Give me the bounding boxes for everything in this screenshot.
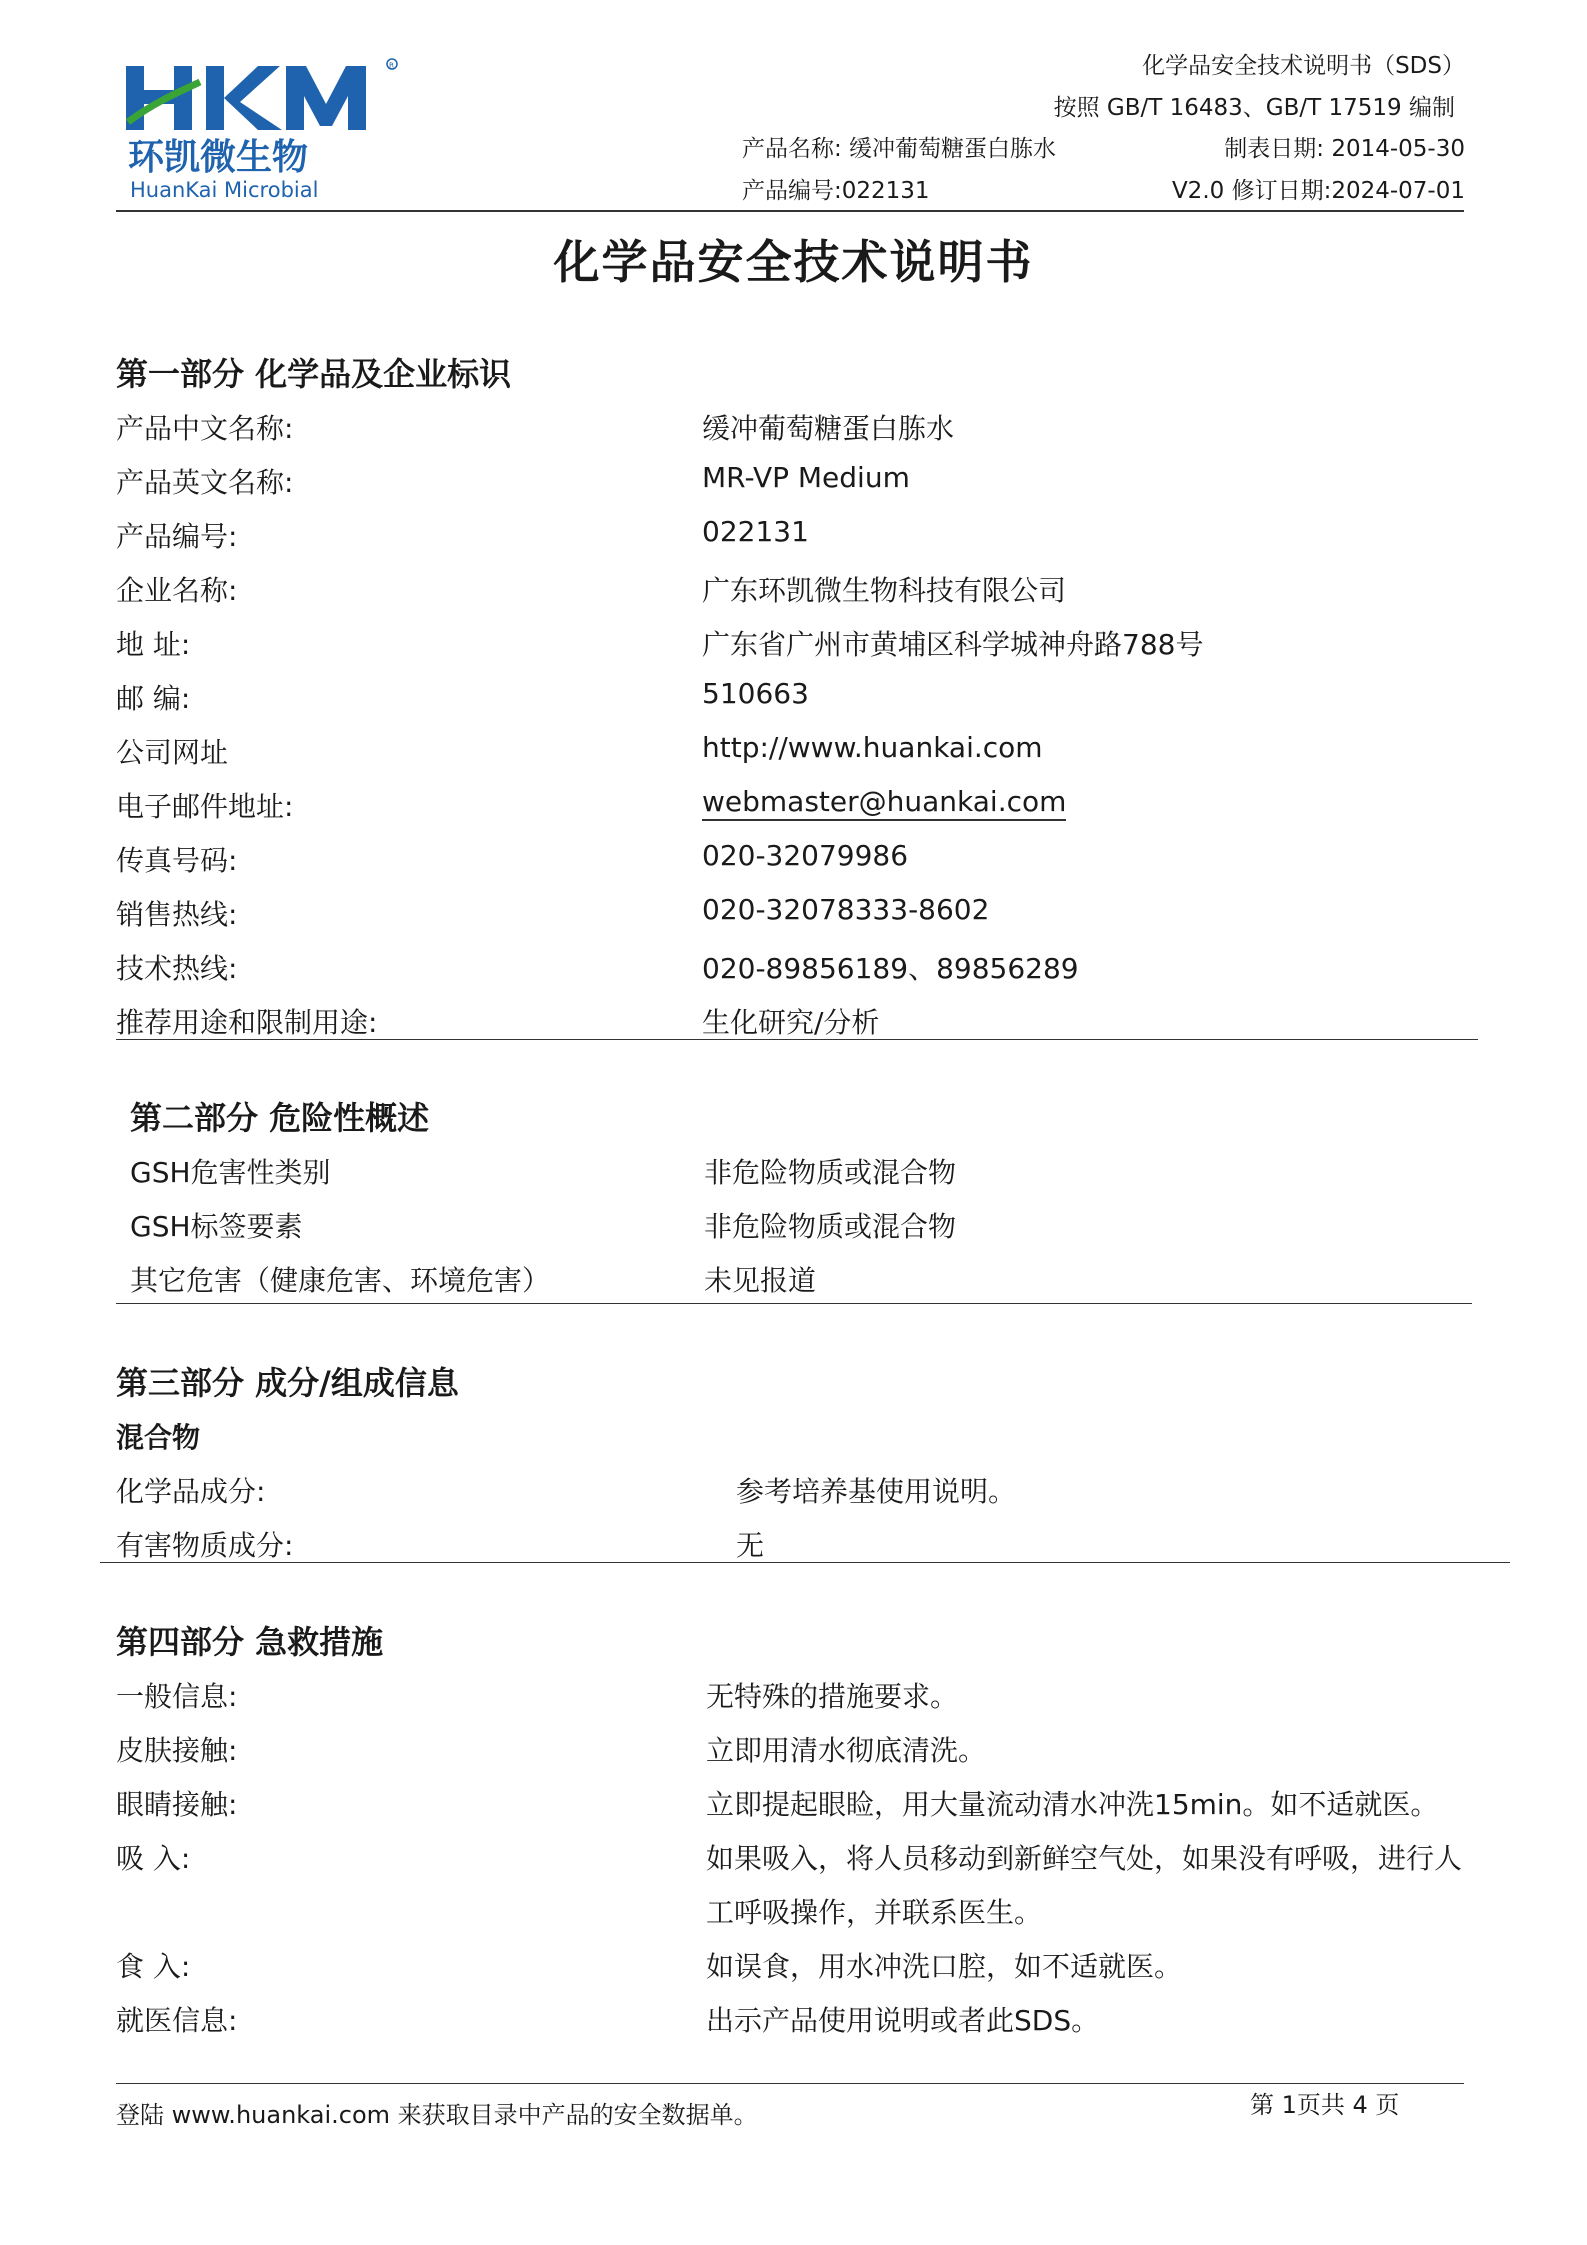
row-value: 广东环凯微生物科技有限公司 [702,574,1067,607]
row-label: GSH危害性类别 [130,1156,331,1189]
row-value: 510663 [702,677,809,710]
section3-heading: 第三部分 成分/组成信息 [116,1364,459,1402]
row-value: 020-89856189、89856289 [702,952,1079,985]
logo-cn-text: 环凯微生物 [128,137,309,178]
row-label: 产品编号: [116,520,238,553]
row-value: 非危险物质或混合物 [704,1156,957,1189]
row-value: 出示产品使用说明或者此SDS。 [706,2004,1100,2037]
row-value: 广东省广州市黄埔区科学城神舟路788号 [702,628,1204,661]
row-label: 技术热线: [116,952,238,985]
row-value: 立即提起眼睑，用大量流动清水冲洗15min。如不适就医。 [706,1788,1439,1821]
header-product-name: 产品名称: 缓冲葡萄糖蛋白胨水 [742,136,1057,162]
row-value: 无 [736,1529,765,1562]
section1-divider [116,1039,1478,1040]
row-value: 参考培养基使用说明。 [736,1475,1017,1508]
row-label: GSH标签要素 [130,1210,303,1243]
row-value: 非危险物质或混合物 [704,1210,957,1243]
row-value: 022131 [702,515,809,548]
email-link[interactable]: webmaster@huankai.com [702,785,1066,821]
row-label: 食 入: [116,1950,191,1983]
row-label: 产品中文名称: [116,412,294,445]
footer-note: 登陆 www.huankai.com 来获取目录中产品的安全数据单。 [116,2101,758,2129]
svg-text:R: R [389,61,394,70]
row-label: 地 址: [116,628,191,661]
row-value: 如果吸入，将人员移动到新鲜空气处，如果没有呼吸，进行人 [706,1842,1463,1875]
row-label: 其它危害（健康危害、环境危害） [130,1264,551,1297]
row-label: 公司网址 [116,736,229,769]
section3-subheading: 混合物 [116,1421,201,1454]
company-logo [122,48,422,208]
row-label: 电子邮件地址: [116,790,294,823]
section2-heading: 第二部分 危险性概述 [130,1099,430,1137]
header-revision: V2.0 修订日期:2024-07-01 [1171,178,1465,204]
row-value: 缓冲葡萄糖蛋白胨水 [702,412,955,445]
row-value: 未见报道 [704,1264,817,1297]
row-value: 020-32079986 [702,839,909,872]
row-value: 无特殊的措施要求。 [706,1680,959,1713]
logo-en-text: HuanKai Microbial [130,178,319,202]
section3-divider [100,1562,1510,1563]
row-label: 眼睛接触: [116,1788,238,1821]
document-title: 化学品安全技术说明书 [553,235,1034,289]
row-value-continued: 工呼吸操作，并联系医生。 [706,1896,1043,1929]
header-sds-title: 化学品安全技术说明书（SDS） [1142,53,1465,79]
footer-divider [116,2083,1464,2084]
row-label: 皮肤接触: [116,1734,238,1767]
website-link[interactable]: http://www.huankai.com [702,731,1043,764]
header-date-made: 制表日期: 2014-05-30 [1224,136,1465,162]
row-label: 就医信息: [116,2004,238,2037]
row-label: 吸 入: [116,1842,191,1875]
row-value: 020-32078333-8602 [702,893,990,926]
header-standard: 按照 GB/T 16483、GB/T 17519 编制 [1053,95,1455,121]
row-label: 产品英文名称: [116,466,294,499]
section4-heading: 第四部分 急救措施 [116,1623,384,1661]
section2-divider [116,1303,1472,1304]
row-label: 推荐用途和限制用途: [116,1006,378,1039]
row-label: 销售热线: [116,898,238,931]
row-label: 企业名称: [116,574,238,607]
row-value: 生化研究/分析 [702,1006,880,1039]
row-label: 传真号码: [116,844,238,877]
header-product-code: 产品编号:022131 [742,178,930,204]
header-divider [116,210,1464,212]
row-value: 立即用清水彻底清洗。 [706,1734,987,1767]
section1-heading: 第一部分 化学品及企业标识 [116,355,512,393]
row-label: 有害物质成分: [116,1529,294,1562]
row-value: 如误食，用水冲洗口腔，如不适就医。 [706,1950,1183,1983]
row-label: 邮 编: [116,682,191,715]
page-number: 第 1页共 4 页 [1250,2091,1400,2119]
row-label: 一般信息: [116,1680,238,1713]
row-label: 化学品成分: [116,1475,266,1508]
row-value: MR-VP Medium [702,461,910,494]
